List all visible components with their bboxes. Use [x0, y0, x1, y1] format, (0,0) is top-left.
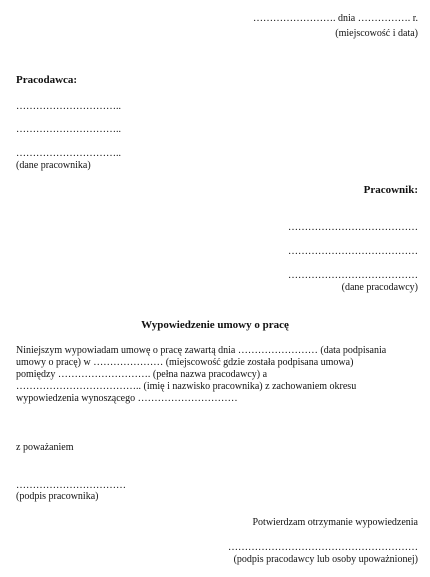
employee-line-1: …………………………………	[288, 222, 418, 233]
employee-line-3: …………………………………	[288, 270, 418, 281]
employer-caption: (dane pracownika)	[16, 160, 91, 171]
receipt-text: Potwierdzam otrzymanie wypowiedzenia	[252, 517, 418, 528]
place-date-caption: (miejscowość i data)	[335, 28, 418, 39]
receipt-signature-caption: (podpis pracodawcy lub osoby upoważnionej)	[233, 554, 418, 565]
employee-signature-line: ……………………………	[16, 480, 126, 491]
closing-text: z poważaniem	[16, 442, 74, 453]
document-title: Wypowiedzenie umowy o pracę	[141, 319, 289, 331]
employer-line-2: …………………………..	[16, 124, 121, 135]
employer-line-3: …………………………..	[16, 148, 121, 159]
body-line-1: Niniejszym wypowiadam umowę o pracę zawartą dnia …………………… (data podpisania	[16, 345, 387, 356]
receipt-signature-line: …………………………………………………	[228, 542, 418, 553]
employer-line-1: …………………………..	[16, 101, 121, 112]
body-line-2: umowy o pracę) w ………………… (miejscowość gdzie została podpisana umowa)	[16, 357, 354, 368]
place-date-line: ……………………. dnia ……………. r.	[253, 13, 418, 24]
employee-caption: (dane pracodawcy)	[341, 282, 418, 293]
employee-line-2: …………………………………	[288, 246, 418, 257]
body-line-3: pomiędzy ………………………. (pełna nazwa pracodawcy) a	[16, 369, 268, 380]
employee-heading: Pracownik:	[363, 184, 418, 196]
employee-signature-caption: (podpis pracownika)	[16, 491, 99, 502]
employer-heading: Pracodawca:	[16, 74, 78, 86]
body-line-4: ……………………………….. (imię i nazwisko pracownika) z zachowaniem okresu	[16, 381, 357, 392]
body-line-5: wypowiedzenia wynoszącego …………………………	[16, 393, 238, 404]
